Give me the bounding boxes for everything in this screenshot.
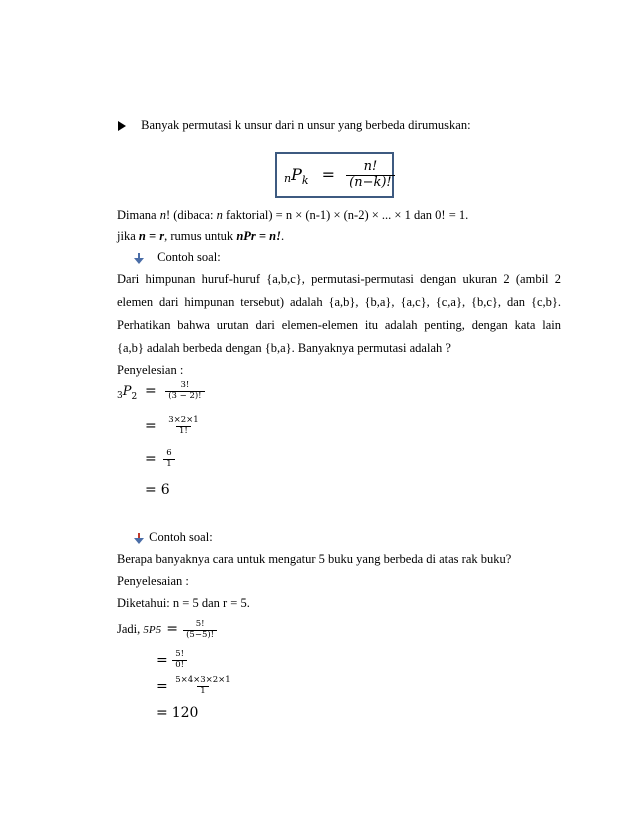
example2-step-3: = $\frac{5\times 4\times 3\times 2\times 1}{1}$ xyxy=(156,676,234,697)
ex1-frac-3-num: 6 xyxy=(166,448,172,458)
def-text-a: Dimana xyxy=(117,208,160,222)
formula-sub-k: k xyxy=(301,173,309,187)
def2-text-c: , rumus untuk xyxy=(164,229,237,243)
ex1-frac-2-den: 1! xyxy=(176,426,191,437)
def-n2: n xyxy=(216,208,223,222)
example2-heading-text: Contoh soal: xyxy=(149,530,213,544)
ex1-frac-1-den: (3 − 2)! xyxy=(165,391,204,402)
example1-para-line-2: elemen dari himpunan tersebut) adalah {a,b}, {b,a}, {a,c}, {c,a}, {b,c}, dan {c,b}. xyxy=(117,295,561,309)
def-text-b: ! (dibaca: xyxy=(165,208,217,222)
def-text-d: faktorial) = xyxy=(222,208,286,222)
example2-solution-label: Penyelesaian : xyxy=(117,574,189,588)
def-text-e: n × (n-1) × (n-2) × ... × 1 dan 0! = 1. xyxy=(285,208,469,222)
formula-sub-n: n xyxy=(284,171,292,185)
ex1-frac-3 xyxy=(163,449,174,470)
ex1-frac-1 xyxy=(165,381,204,402)
example1-step-1 xyxy=(117,384,138,402)
pin-icon xyxy=(134,253,144,263)
example1-step-2: = $\frac{3\times 2\times 1}{1!}$ xyxy=(145,416,202,437)
example1-result: = 6 xyxy=(145,482,170,498)
example2-known: Diketahui: n = 5 dan r = 5. xyxy=(117,596,250,610)
ex2-lhs: 5P5 xyxy=(143,624,162,637)
def2-n-eq-r: n = r xyxy=(138,229,165,243)
formula-p: P xyxy=(291,164,302,184)
definition-line-1 xyxy=(117,208,468,223)
ex2-frac-3-den: 1 xyxy=(197,686,208,697)
ex2-result-value: 120 xyxy=(171,705,199,721)
example1-para-line-4: {a,b} adalah berbeda dengan {b,a}. Banyaknya permutasi adalah ? xyxy=(117,341,451,355)
formula-denominator: (n−k)! xyxy=(346,175,395,191)
def2-text-e: . xyxy=(280,229,285,243)
pin-icon xyxy=(134,533,144,543)
ex1-frac-3-den: 1 xyxy=(163,459,174,470)
example1-step-3: = $\frac{6}{1}$ xyxy=(145,449,175,470)
example1-para-line-1: Dari himpunan huruf-huruf {a,b,c}, permutasi-permutasi dengan ukuran 2 (ambil 2 xyxy=(117,272,561,286)
ex2-frac-2 xyxy=(172,650,187,671)
ex2-frac-3-num: 5×4×3×2×1 xyxy=(175,675,231,685)
ex1-frac-1-num: 3! xyxy=(180,380,190,390)
bullet-line xyxy=(118,118,471,133)
ex1-result-value: 6 xyxy=(160,482,170,498)
bullet-text: Banyak permutasi k unsur dari n unsur yang berbeda dirumuskan: xyxy=(141,118,471,132)
example2-question: Berapa banyaknya cara untuk mengatur 5 buku yang berbeda di atas rak buku? xyxy=(117,552,512,566)
ex2-frac-2-den: 0! xyxy=(172,660,187,671)
ex2-frac-1-num: 5! xyxy=(195,619,205,629)
formula-fraction xyxy=(346,160,395,191)
formula-numerator: n! xyxy=(363,159,378,174)
example1-step-1-rhs: = $\frac{3!}{(3 - 2)!}$ xyxy=(145,381,205,402)
ex1-frac-2 xyxy=(165,416,201,437)
definition-line-2 xyxy=(117,229,284,244)
ex1-p: P xyxy=(122,384,132,399)
formula-equals: = xyxy=(321,164,336,184)
def-n: n xyxy=(159,208,166,222)
ex1-sub-post: 2 xyxy=(131,392,138,402)
def2-formula: nPr = n! xyxy=(236,229,281,243)
ex2-frac-1 xyxy=(183,620,217,641)
ex1-sub-pre: 3 xyxy=(117,391,123,401)
example2-heading xyxy=(134,530,213,545)
arrowhead-icon xyxy=(118,121,126,131)
example2-step-1: Jadi, 5P5 = $\frac{5!}{(5-5)!}$ xyxy=(117,620,217,641)
ex1-frac-2-num: 3×2×1 xyxy=(168,415,199,425)
example1-para-line-3: Perhatikan bahwa urutan dari elemen-elemen itu adalah penting, dengan kata lain xyxy=(117,318,561,332)
ex2-frac-2-num: 5! xyxy=(175,649,185,659)
ex2-frac-1-den: (5−5)! xyxy=(183,630,217,641)
ex2-frac-3 xyxy=(172,676,234,697)
permutation-formula xyxy=(284,160,395,191)
example2-result: = 120 xyxy=(156,705,199,721)
example1-heading xyxy=(134,250,221,265)
def2-text-a: jika xyxy=(117,229,139,243)
example1-heading-text: Contoh soal: xyxy=(157,250,221,264)
ex2-jadi: Jadi, xyxy=(117,622,144,637)
example1-solution-label: Penyelesian : xyxy=(117,363,184,377)
example2-step-2: = $\frac{5!}{0!}$ xyxy=(156,650,187,671)
